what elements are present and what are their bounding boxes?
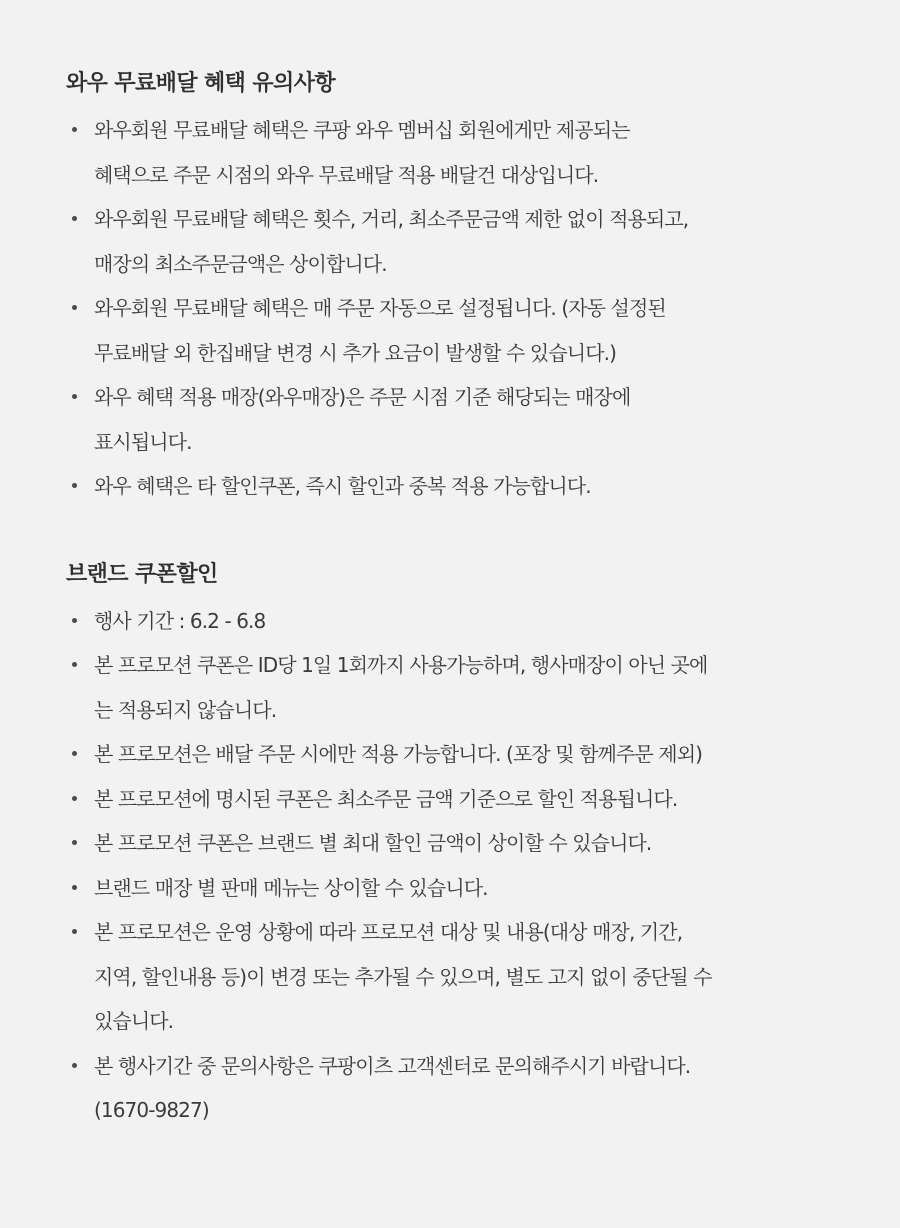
bullet-icon [72, 796, 77, 801]
brand-coupon-notice [66, 551, 870, 1133]
bullet-icon [72, 618, 77, 623]
bullet-icon [72, 483, 77, 488]
list-item [66, 643, 870, 732]
list-item [66, 197, 870, 286]
list-item-text: 브랜드 매장 별 판매 메뉴는 상이할 수 있습니다. [94, 875, 488, 900]
list-item-text: 무료배달 외 한집배달 변경 시 추가 요금이 발생할 수 있습니다.) [94, 340, 616, 365]
bullet-icon [72, 885, 77, 890]
list-item-text: 본 프로모션은 운영 상황에 따라 프로모션 대상 및 내용(대상 매장, 기간, [94, 920, 683, 944]
list-item-text: 표시됩니다. [94, 429, 192, 454]
bullet-icon [72, 929, 77, 934]
list-item [66, 108, 870, 197]
section-title: 브랜드 쿠폰할인 [66, 561, 218, 587]
bullet-icon [72, 305, 77, 310]
bullet-icon [72, 216, 77, 221]
list-item-text: 지역, 할인내용 등)이 변경 또는 추가될 수 있으며, 별도 고지 없이 중단될 수 [94, 964, 712, 989]
list-item-text: 와우회원 무료배달 혜택은 매 주문 자동으로 설정됩니다. (자동 설정된 [94, 296, 666, 320]
list-item-text: 와우 혜택 적용 매장(와우매장)은 주문 시점 기준 해당되는 매장에 [94, 385, 631, 409]
list-item-text: 본 행사기간 중 문의사항은 쿠팡이츠 고객센터로 문의해주시기 바랍니다. [94, 1053, 691, 1078]
wow-free-delivery-notice [66, 60, 870, 509]
bullet-icon [72, 662, 77, 667]
list-item-text: 본 프로모션에 명시된 쿠폰은 최소주문 금액 기준으로 할인 적용됩니다. [94, 786, 678, 811]
list-item-text: 는 적용되지 않습니다. [94, 697, 277, 722]
list-item [66, 821, 870, 866]
list-item [66, 1044, 870, 1133]
list-item [66, 910, 870, 1044]
list-item-text: 혜택으로 주문 시점의 와우 무료배달 적용 배달건 대상입니다. [94, 162, 599, 187]
list-item-text: 매장의 최소주문금액은 상이합니다. [94, 251, 387, 276]
bullet-icon [72, 751, 77, 756]
bullet-icon [72, 840, 77, 845]
bullet-list [66, 599, 870, 1133]
list-item-text: 와우 혜택은 타 할인쿠폰, 즉시 할인과 중복 적용 가능합니다. [94, 474, 591, 498]
list-item-text: 본 프로모션 쿠폰은 ID당 1일 1회까지 사용가능하며, 행사매장이 아닌 곳에 [94, 653, 708, 677]
list-item-text: 있습니다. [94, 1009, 174, 1033]
list-item [66, 777, 870, 822]
list-item [66, 464, 870, 509]
list-item [66, 732, 870, 777]
list-item-text: 와우회원 무료배달 혜택은 쿠팡 와우 멤버십 회원에게만 제공되는 [94, 118, 630, 142]
bullet-icon [72, 127, 77, 132]
list-item-text: 행사 기간 : 6.2 - 6.8 [94, 608, 266, 633]
list-item [66, 866, 870, 911]
bullet-icon [72, 394, 77, 399]
list-item-text: 본 프로모션 쿠폰은 브랜드 별 최대 할인 금액이 상이할 수 있습니다. [94, 831, 652, 855]
list-item-text: 본 프로모션은 배달 주문 시에만 적용 가능합니다. (포장 및 함께주문 제외) [94, 742, 703, 766]
section-title: 와우 무료배달 혜택 유의사항 [66, 71, 336, 96]
bullet-icon [72, 1063, 77, 1068]
list-item-text: (1670-9827) [94, 1098, 209, 1122]
bullet-list [66, 108, 870, 509]
list-item [66, 286, 870, 375]
list-item [66, 375, 870, 464]
list-item [66, 599, 870, 644]
list-item-text: 와우회원 무료배달 혜택은 횟수, 거리, 최소주문금액 제한 없이 적용되고, [94, 207, 689, 231]
